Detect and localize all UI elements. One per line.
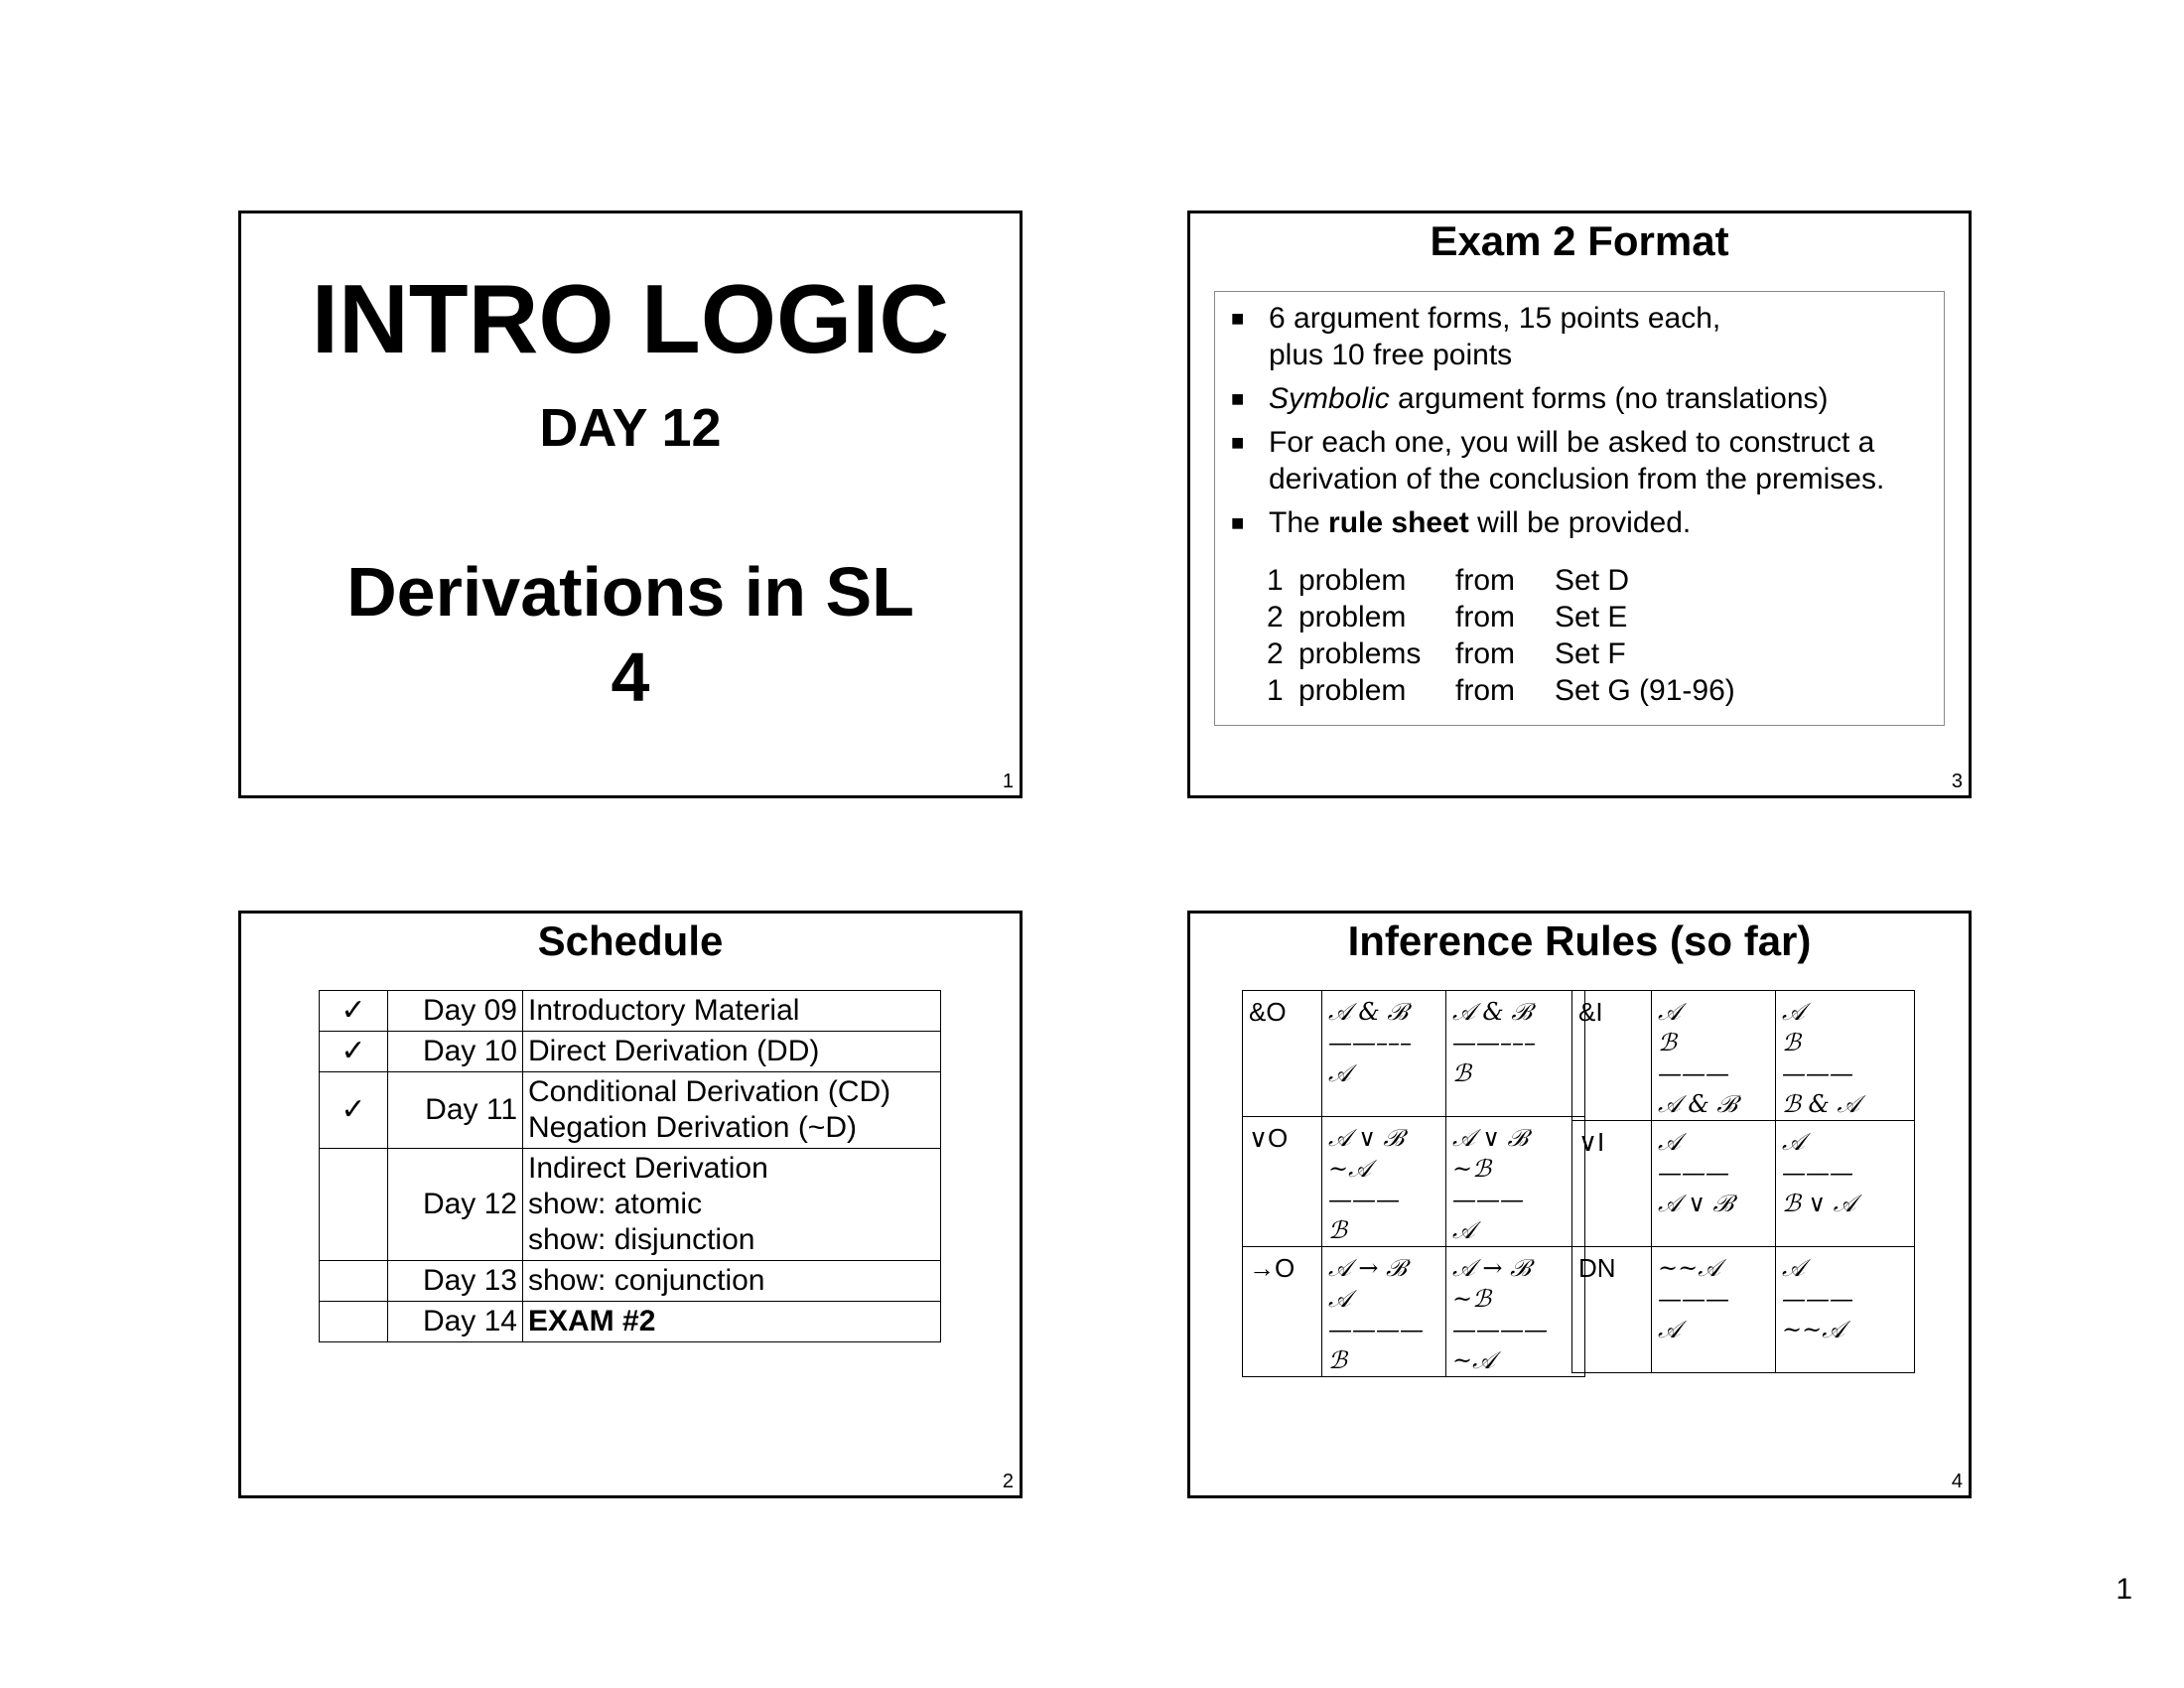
rules-table-left [1242,990,1585,1377]
description-line: Indirect Derivation [528,1152,768,1185]
problem-row [1267,672,1735,709]
rule-line: 𝒜 & ℬ [1328,998,1408,1026]
problem-from: from [1455,564,1515,597]
rule-line: 𝒜 ∨ ℬ [1452,1124,1528,1152]
rule-form [1446,1247,1585,1377]
description-line: show: conjunction [528,1264,765,1297]
rule-form [1446,1117,1585,1247]
checkmark-icon: ✓ [320,1072,388,1149]
rule-name: →O [1243,1247,1322,1377]
rules-table-right [1571,990,1915,1373]
bullet-text: argument forms (no translations) [1389,382,1829,415]
rule-name: &I [1572,991,1652,1121]
problem-row [1267,635,1735,672]
rule-form [1776,991,1915,1121]
problem-count: 2 [1267,601,1284,633]
problem-set: Set F [1555,637,1626,670]
rule-line: ——— [1782,1159,1853,1187]
slide-title: INTRO LOGIC [311,264,950,373]
schedule-row [320,1302,941,1342]
rule-name: &O [1243,991,1322,1117]
rule-line: ——— [1658,1159,1729,1187]
slide-2 [238,911,1023,1498]
slide-3 [1187,211,1972,798]
rule-line: ~~𝒜 [1782,1316,1844,1343]
schedule-description [523,1032,941,1072]
rule-form [1652,1121,1776,1247]
rule-line: 𝒜 [1658,1316,1681,1343]
rule-line: ℬ [1328,1216,1347,1244]
problem-from: from [1455,601,1515,633]
problem-count: 1 [1267,674,1284,707]
schedule-day: Day 10 [388,1032,523,1072]
exam-format-box [1214,291,1945,726]
bullet-icon: ■ [1231,306,1245,331]
checkmark-icon: ✓ [320,1032,388,1072]
bullet-list [1229,300,1924,548]
rule-line: 𝒜 [1328,1285,1351,1313]
slide-1 [238,211,1023,798]
rule-form [1776,1121,1915,1247]
rule-line: 𝒜 ∨ ℬ [1658,1190,1733,1217]
rule-line: ~𝒜 [1328,1155,1371,1183]
rule-line: ~ℬ [1452,1285,1491,1313]
rule-line: 𝒜 [1328,1059,1351,1087]
rule-line: 𝒜 [1782,1128,1805,1156]
bullet-text: 6 argument forms, 15 points each, [1269,302,1721,335]
bullet-text: The [1269,506,1329,539]
rule-row [1243,991,1585,1117]
rule-line: ℬ [1328,1346,1347,1374]
problem-from: from [1455,674,1515,707]
rule-line: ~𝒜 [1452,1346,1495,1374]
rule-row [1572,1247,1915,1373]
rule-line: ——— [1658,1059,1729,1087]
rule-form [1652,1247,1776,1373]
problem-count: 2 [1267,637,1284,670]
problem-word: problem [1298,601,1407,633]
rule-line: ———— [1452,1316,1548,1343]
rule-line: ℬ ∨ 𝒜 [1782,1190,1856,1217]
schedule-description [523,1302,941,1342]
schedule-row [320,1072,941,1149]
rule-line: ——— [1452,1186,1524,1213]
rule-form [1322,991,1446,1117]
rule-form [1776,1247,1915,1373]
slide-heading: Schedule [537,917,724,964]
slide-heading: Inference Rules (so far) [1347,917,1812,964]
bullet-text: plus 10 free points [1269,339,1513,371]
rule-line: 𝒜 & ℬ [1658,1090,1737,1118]
rule-row [1572,1121,1915,1247]
bullet-item [1229,300,1924,373]
checkmark-icon [320,1302,388,1342]
problem-row [1267,562,1735,599]
description-line: Introductory Material [528,994,800,1027]
schedule-day: Day 09 [388,991,523,1032]
rule-line: ——— [1658,1285,1729,1313]
schedule-row [320,1032,941,1072]
day-label: DAY 12 [539,398,722,458]
schedule-description [523,991,941,1032]
schedule-day: Day 13 [388,1261,523,1302]
rule-line: ~ℬ [1452,1155,1491,1183]
rule-form [1322,1247,1446,1377]
rule-line: 𝒜 [1782,1254,1805,1282]
rule-line: ——––– [1452,1029,1536,1056]
description-line: Direct Derivation (DD) [528,1035,820,1067]
schedule-row [320,1149,941,1261]
rule-form [1652,991,1776,1121]
rule-form [1322,1117,1446,1247]
bullet-emphasis: Symbolic [1269,382,1390,415]
problem-from: from [1455,637,1515,670]
checkmark-icon [320,1149,388,1261]
slide-number: 1 [1002,771,1014,792]
slide-4 [1187,911,1972,1498]
rule-line: ~~𝒜 [1658,1254,1720,1282]
bullet-item [1229,380,1924,417]
rule-line: ——— [1328,1186,1400,1213]
slide-number: 4 [1951,1471,1963,1492]
page-number: 1 [2116,1573,2132,1606]
rule-line: 𝒜 → ℬ [1452,1254,1531,1282]
problem-count: 1 [1267,564,1284,597]
rule-line: ℬ [1658,1029,1677,1056]
schedule-description [523,1261,941,1302]
bullet-text: derivation of the conclusion from the premises. [1269,463,1885,495]
rule-row [1243,1117,1585,1247]
rule-line: ——— [1782,1059,1853,1087]
schedule-day: Day 11 [388,1072,523,1149]
schedule-table [319,990,941,1342]
rule-line: ——— [1782,1285,1853,1313]
checkmark-icon [320,1261,388,1302]
slide-number: 2 [1002,1471,1014,1492]
description-line: Conditional Derivation (CD) [528,1075,891,1108]
bullet-text: will be provided. [1468,506,1692,539]
rule-line: 𝒜 → ℬ [1328,1254,1407,1282]
rule-name: DN [1572,1247,1652,1373]
rule-name: ∨I [1572,1121,1652,1247]
bullet-item [1229,424,1924,497]
slide-subtitle [241,549,1020,720]
schedule-day: Day 12 [388,1149,523,1261]
problem-set: Set G (91-96) [1555,674,1735,707]
problem-word: problems [1298,637,1422,670]
problem-set: Set D [1555,564,1630,597]
rule-line: 𝒜 [1782,998,1805,1026]
rule-line: ———— [1328,1316,1424,1343]
rule-row [1572,991,1915,1121]
rule-line: 𝒜 [1452,1216,1475,1244]
rule-line: 𝒜 & ℬ [1452,998,1532,1026]
problem-word: problem [1298,674,1407,707]
description-line: show: disjunction [528,1223,755,1256]
bullet-icon: ■ [1231,430,1245,455]
rule-line: 𝒜 ∨ ℬ [1328,1124,1404,1152]
schedule-row [320,1261,941,1302]
rule-line: ℬ [1452,1059,1471,1087]
rule-line: ℬ & 𝒜 [1782,1090,1860,1118]
rule-line: ℬ [1782,1029,1801,1056]
subtitle-line-2: 4 [611,638,650,716]
rule-form [1446,991,1585,1117]
rule-line: 𝒜 [1658,998,1681,1026]
problem-set: Set E [1555,601,1628,633]
subtitle-line-1: Derivations in SL [346,553,914,631]
schedule-row [320,991,941,1032]
slide-number: 3 [1951,771,1963,792]
bullet-icon: ■ [1231,386,1245,411]
schedule-description [523,1072,941,1149]
rule-row [1243,1247,1585,1377]
bullet-item [1229,504,1924,541]
rule-line: 𝒜 [1658,1128,1681,1156]
bullet-icon: ■ [1231,510,1245,535]
problem-row [1267,599,1735,635]
rule-line: ——––– [1328,1029,1412,1056]
problem-distribution-table [1267,562,1735,709]
bullet-text: For each one, you will be asked to construct a [1269,426,1875,459]
checkmark-icon: ✓ [320,991,388,1032]
rule-name: ∨O [1243,1117,1322,1247]
schedule-description [523,1149,941,1261]
description-line: Negation Derivation (~D) [528,1111,857,1144]
bullet-bold: rule sheet [1328,506,1469,539]
schedule-day: Day 14 [388,1302,523,1342]
description-line: EXAM #2 [528,1305,656,1337]
problem-word: problem [1298,564,1407,597]
description-line: show: atomic [528,1188,703,1220]
slide-heading: Exam 2 Format [1430,217,1729,264]
